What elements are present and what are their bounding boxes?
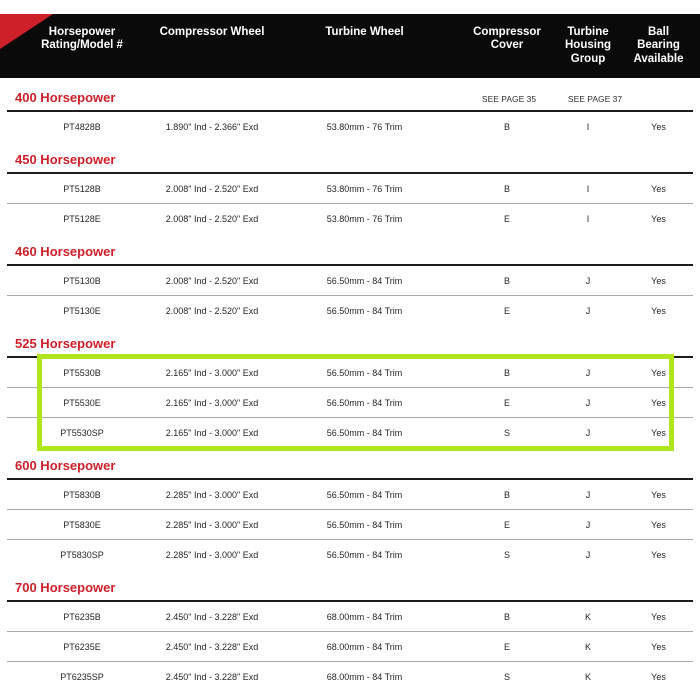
- model-number: PT5530SP: [60, 427, 104, 438]
- red-corner-accent-icon: [0, 14, 53, 49]
- column-header-line: Ball: [647, 25, 670, 38]
- section-rows: [7, 112, 693, 141]
- ball-bearing-available: Yes: [651, 549, 666, 560]
- compressor-cover-code: E: [503, 305, 510, 316]
- section-rows: [7, 266, 693, 325]
- column-header-line: Group: [570, 52, 606, 65]
- turbine-wheel-spec: 56.50mm - 84 Trim: [326, 519, 403, 530]
- column-header-line: Cover: [490, 39, 524, 51]
- model-number: PT5130B: [63, 275, 101, 286]
- ball-bearing-available: Yes: [651, 641, 666, 652]
- model-number: PT5830E: [63, 519, 101, 530]
- column-header-line: Housing: [565, 39, 611, 51]
- model-number: PT6235E: [63, 641, 101, 652]
- turbine-housing-group-code: K: [584, 641, 591, 652]
- section-head: [7, 90, 693, 110]
- compressor-wheel-spec: 2.450" Ind - 3.228" Exd: [165, 641, 259, 652]
- compressor-wheel-spec: 2.008" Ind - 2.520" Exd: [165, 213, 259, 224]
- table-row: [7, 661, 693, 691]
- column-header-line: Compressor Wheel: [159, 25, 265, 38]
- turbine-housing-group-code: K: [584, 671, 591, 682]
- section-head: [7, 458, 693, 478]
- turbine-housing-group-code: I: [586, 213, 590, 224]
- compressor-wheel-spec: 2.285" Ind - 3.000" Exd: [165, 489, 259, 500]
- compressor-wheel-spec: 1.890" Ind - 2.366" Exd: [165, 121, 259, 132]
- column-header-ball-bearing-available: [624, 26, 693, 79]
- ball-bearing-available: Yes: [651, 519, 666, 530]
- section-rows: [7, 480, 693, 569]
- table-row: [7, 417, 693, 447]
- ball-bearing-available: Yes: [651, 121, 666, 132]
- ball-bearing-available: Yes: [651, 397, 666, 408]
- model-number: PT6235SP: [60, 671, 104, 682]
- turbine-housing-group-code: J: [585, 367, 591, 378]
- compressor-cover-code: S: [503, 549, 510, 560]
- ball-bearing-available: Yes: [651, 275, 666, 286]
- horsepower-section: [7, 152, 693, 233]
- ball-bearing-available: Yes: [651, 671, 666, 682]
- column-header-compressor-cover: [462, 26, 552, 79]
- compressor-wheel-spec: 2.008" Ind - 2.520" Exd: [165, 183, 259, 194]
- horsepower-section: [7, 90, 693, 141]
- turbine-housing-group-code: J: [585, 275, 591, 286]
- ball-bearing-available: Yes: [651, 489, 666, 500]
- table-row: [7, 174, 693, 203]
- compressor-wheel-spec: 2.450" Ind - 3.228" Exd: [165, 611, 259, 622]
- turbine-housing-group-code: J: [585, 549, 591, 560]
- compressor-cover-code: S: [503, 671, 510, 682]
- table-header-band: [0, 14, 700, 78]
- section-head: [7, 580, 693, 600]
- table-row: [7, 387, 693, 417]
- turbine-wheel-spec: 56.50mm - 84 Trim: [326, 275, 403, 286]
- table-row: [7, 539, 693, 569]
- section-title: 600 Horsepower: [15, 458, 116, 473]
- table-body: [0, 90, 700, 691]
- horsepower-section: [7, 580, 693, 691]
- compressor-wheel-spec: 2.285" Ind - 3.000" Exd: [165, 519, 259, 530]
- compressor-cover-code: E: [503, 641, 510, 652]
- compressor-cover-code: B: [503, 275, 510, 286]
- section-title: 700 Horsepower: [15, 580, 116, 595]
- section-rows: [7, 602, 693, 691]
- compressor-cover-code: E: [503, 397, 510, 408]
- section-head: [7, 152, 693, 172]
- ball-bearing-available: Yes: [651, 305, 666, 316]
- ball-bearing-available: Yes: [651, 611, 666, 622]
- column-header-line: Available: [633, 52, 684, 65]
- column-header-turbine-wheel: [267, 26, 462, 79]
- turbine-wheel-spec: 56.50mm - 84 Trim: [326, 489, 403, 500]
- section-rows: [7, 358, 693, 447]
- column-header-line: Turbine Wheel: [325, 25, 404, 38]
- compressor-cover-code: E: [503, 213, 510, 224]
- table-row: [7, 112, 693, 141]
- turbine-wheel-spec: 56.50mm - 84 Trim: [326, 549, 403, 560]
- turbine-wheel-spec: 56.50mm - 84 Trim: [326, 397, 403, 408]
- ball-bearing-available: Yes: [651, 213, 666, 224]
- section-title: 460 Horsepower: [15, 244, 116, 259]
- turbine-housing-group-code: I: [586, 121, 590, 132]
- section-head: [7, 336, 693, 356]
- compressor-wheel-spec: 2.450" Ind - 3.228" Exd: [165, 671, 259, 682]
- turbine-wheel-spec: 68.00mm - 84 Trim: [326, 641, 403, 652]
- turbine-wheel-spec: 56.50mm - 84 Trim: [326, 367, 403, 378]
- turbine-wheel-spec: 68.00mm - 84 Trim: [326, 611, 403, 622]
- table-row: [7, 203, 693, 233]
- turbine-housing-group-code: J: [585, 397, 591, 408]
- turbine-housing-group-code: I: [586, 183, 590, 194]
- model-number: PT5830SP: [60, 549, 104, 560]
- compressor-wheel-spec: 2.008" Ind - 2.520" Exd: [165, 305, 259, 316]
- compressor-cover-code: B: [503, 183, 510, 194]
- ball-bearing-available: Yes: [651, 427, 666, 438]
- turbine-housing-group-code: J: [585, 489, 591, 500]
- column-header-line: Turbine: [567, 25, 609, 38]
- table-row: [7, 295, 693, 325]
- section-title: 400 Horsepower: [15, 90, 116, 105]
- compressor-wheel-spec: 2.285" Ind - 3.000" Exd: [165, 549, 259, 560]
- ball-bearing-available: Yes: [651, 367, 666, 378]
- column-header-line: Compressor: [473, 25, 541, 38]
- model-number: PT6235B: [63, 611, 101, 622]
- column-header-compressor-wheel: [157, 26, 267, 79]
- section-title: 450 Horsepower: [15, 152, 116, 167]
- column-header-line: Rating/Model #: [41, 39, 123, 51]
- see-page-turbine-housing-note: SEE PAGE 37: [567, 94, 623, 104]
- model-number: PT5530E: [63, 397, 101, 408]
- ball-bearing-available: Yes: [651, 183, 666, 194]
- header-columns: [7, 26, 693, 79]
- compressor-wheel-spec: 2.165" Ind - 3.000" Exd: [165, 397, 259, 408]
- model-number: PT5530B: [63, 367, 101, 378]
- model-number: PT5130E: [63, 305, 101, 316]
- compressor-wheel-spec: 2.165" Ind - 3.000" Exd: [165, 367, 259, 378]
- column-header-turbine-housing-group: [552, 26, 624, 79]
- section-rows: [7, 174, 693, 233]
- turbine-wheel-spec: 53.80mm - 76 Trim: [326, 183, 403, 194]
- turbine-wheel-spec: 53.80mm - 76 Trim: [326, 213, 403, 224]
- table-row: [7, 358, 693, 387]
- turbine-wheel-spec: 53.80mm - 76 Trim: [326, 121, 403, 132]
- top-margin: [0, 0, 700, 14]
- table-row: [7, 509, 693, 539]
- horsepower-section: [7, 244, 693, 325]
- column-header-line: Horsepower: [48, 25, 116, 38]
- turbine-wheel-spec: 56.50mm - 84 Trim: [326, 305, 403, 316]
- see-page-compressor-cover-note: SEE PAGE 35: [481, 94, 537, 104]
- compressor-wheel-spec: 2.165" Ind - 3.000" Exd: [165, 427, 259, 438]
- model-number: PT5830B: [63, 489, 101, 500]
- compressor-cover-code: B: [503, 367, 510, 378]
- column-header-line: Bearing: [637, 39, 680, 51]
- table-row: [7, 480, 693, 509]
- section-head: [7, 244, 693, 264]
- turbine-housing-group-code: J: [585, 427, 591, 438]
- turbine-wheel-spec: 68.00mm - 84 Trim: [326, 671, 403, 682]
- model-number: PT4828B: [63, 121, 101, 132]
- compressor-cover-code: B: [503, 121, 510, 132]
- turbine-wheel-spec: 56.50mm - 84 Trim: [326, 427, 403, 438]
- section-title: 525 Horsepower: [15, 336, 116, 351]
- compressor-cover-code: E: [503, 519, 510, 530]
- turbine-housing-group-code: K: [584, 611, 591, 622]
- compressor-wheel-spec: 2.008" Ind - 2.520" Exd: [165, 275, 259, 286]
- horsepower-section: [7, 336, 693, 447]
- table-row: [7, 602, 693, 631]
- compressor-cover-code: B: [503, 489, 510, 500]
- turbine-housing-group-code: J: [585, 519, 591, 530]
- compressor-cover-code: S: [503, 427, 510, 438]
- table-row: [7, 266, 693, 295]
- compressor-cover-code: B: [503, 611, 510, 622]
- model-number: PT5128E: [63, 213, 101, 224]
- model-number: PT5128B: [63, 183, 101, 194]
- horsepower-section: [7, 458, 693, 569]
- turbine-housing-group-code: J: [585, 305, 591, 316]
- table-row: [7, 631, 693, 661]
